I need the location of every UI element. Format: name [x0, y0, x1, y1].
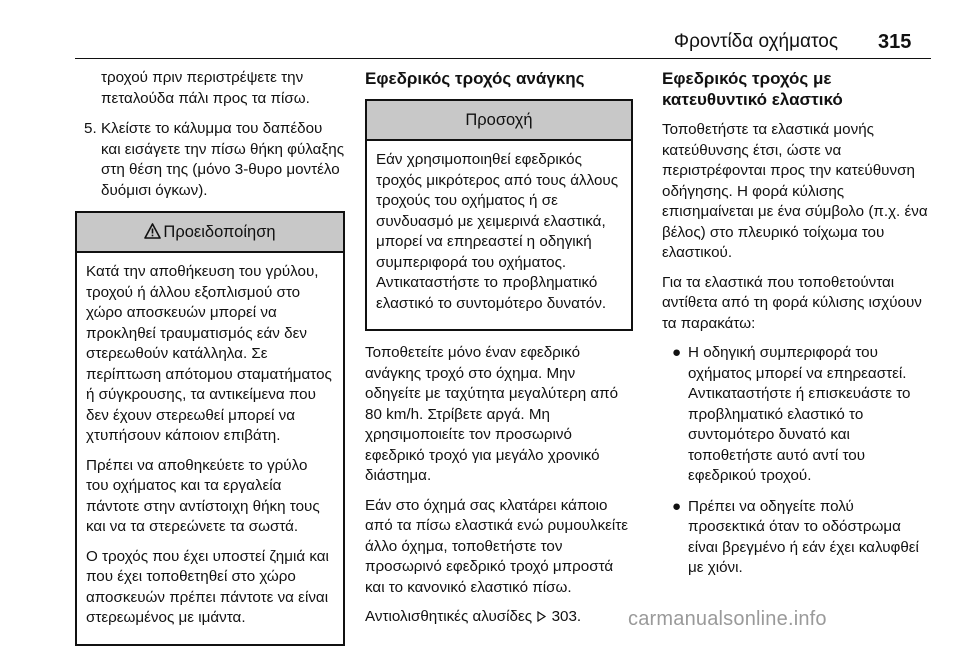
- step-5-number: 5.: [84, 120, 97, 137]
- warning-paragraph-2: Πρέπει να αποθηκεύετε το γρύλο του οχήματος και τα εργαλεία πάντοτε στην αντίστοιχη θήκη τους και να τα στερεώνετε τα σωστά.: [86, 456, 320, 535]
- directional-paragraph-1: Τοποθετήστε τα ελαστικά μονής κατεύθυνσης έτσι, ώστε να περιστρέφονται προς την κατεύθυνση οδήγησης. Η φορά κύλισης επισημαίνεται με ένα σύμβολο (π.χ. ένα βέλος) στο πλευρικό τοίχωμα του ελαστικού.: [662, 121, 928, 261]
- bullet-text-1: Η οδηγική συμπεριφορά του οχήματος μπορεί να επηρεαστεί. Αντικαταστήστε ή επισκευάστε το προβληματικό ελαστικό το συντομότερο δυνατό και τοποθετήστε αυτό αντί του εφεδρικού τροχού.: [688, 344, 911, 484]
- section-heading-emergency-spare: Εφεδρικός τροχός ανάγκης: [365, 69, 585, 88]
- watermark: carmanualsonline.info: [628, 608, 827, 630]
- column-middle: [365, 68, 633, 637]
- warning-box: [75, 211, 345, 646]
- bullet-icon: ●: [672, 344, 682, 361]
- step-5-text: Κλείστε το κάλυμμα του δαπέδου και εισάγετε την πίσω θήκη φύλαξης στη θέση της (μόνο 3-θυρο μοντέλο δυόμισι όγκων).: [101, 120, 345, 199]
- column-right: [662, 68, 930, 589]
- header-divider: [75, 58, 931, 59]
- caution-box: [365, 99, 633, 331]
- warning-triangle-icon: [144, 215, 161, 253]
- page-number: 315: [878, 31, 912, 53]
- warning-header: [77, 213, 343, 253]
- arrow-ref-icon: [536, 608, 551, 625]
- warning-title: Προειδοποίηση: [163, 223, 276, 241]
- caution-header: Προσοχή: [367, 101, 631, 141]
- snow-chains-page-ref[interactable]: 303.: [551, 608, 582, 625]
- page-header-title: Φροντίδα οχήματος: [673, 31, 838, 52]
- caution-text: Εάν χρησιμοποιηθεί εφεδρικός τροχός μικρότερος από τους άλλους τροχούς του οχήματος ή σε συνδυασμό με χειμερινά ελαστικά, μπορεί να επηρεαστεί η οδηγική συμπεριφορά του οχήματος. Αντικαταστήστε το προβληματικό ελαστικό το συντομότερο δυνατόν.: [376, 151, 619, 312]
- step-4-continued: [75, 68, 345, 109]
- section-heading-directional-tyre: Εφεδρικός τροχός με κατευθυντικό ελαστικό: [662, 69, 843, 109]
- warning-body: [77, 253, 343, 644]
- directional-paragraph-2: Για τα ελαστικά που τοποθετούνται αντίθετα από τη φορά κύλισης ισχύουν τα παρακάτω:: [662, 273, 922, 332]
- spare-paragraph-2: Εάν στο όχημά σας κλατάρει κάποιο από τα πίσω ελαστικά ενώ ρυμουλκείτε άλλο όχημα, τοποθετήστε τον προσωρινό εφεδρικό τροχό μπροστά και το κανονικό ελαστικό πίσω.: [365, 496, 629, 596]
- warning-paragraph-3: Ο τροχός που έχει υποστεί ζημιά και που έχει τοποθετηθεί στο χώρο αποσκευών πρέπει πάντοτε να είναι στερεωμένος με ιμάντα.: [86, 547, 329, 626]
- list-item: [662, 343, 930, 487]
- caution-body: [367, 141, 631, 329]
- warning-paragraph-1: Κατά την αποθήκευση του γρύλου, τροχού ή άλλου εξοπλισμού στο χώρο αποσκευών μπορεί να προκληθεί τραυματισμός εάν δεν στερεωθούν κατάλληλα. Σε περίπτωση απότομου σταματήματος ή σύγκρουσης, τα αντικείμενα που δεν έχουν στερεωθεί μπορεί να χτυπήσουν κάποιον επιβάτη.: [86, 263, 332, 444]
- snow-chains-text: Αντιολισθητικές αλυσίδες: [365, 608, 537, 625]
- step-5: [75, 119, 345, 201]
- step-4-text: τροχού πριν περιστρέψετε την πεταλούδα πάλι προς τα πίσω.: [101, 69, 310, 107]
- spare-paragraph-1: Τοποθετείτε μόνο έναν εφεδρικό ανάγκης τροχό στο όχημα. Μην οδηγείτε με ταχύτητα μεγαλύτερη από 80 km/h. Στρίβετε αργά. Μη χρησιμοποιείτε τον προσωρινό εφεδρικό τροχό για μεγάλο χρονικό διάστημα.: [365, 344, 619, 484]
- list-item: [662, 497, 930, 579]
- spare-paragraph-3: [365, 607, 633, 628]
- bullet-icon: ●: [672, 497, 682, 515]
- bullet-text-2: Πρέπει να οδηγείτε πολύ προσεκτικά όταν το οδόστρωμα είναι βρεγμένο ή εάν έχει καλυφθεί με χιόνι.: [688, 497, 919, 576]
- column-left: [75, 68, 345, 658]
- directional-bullet-list: [662, 343, 930, 579]
